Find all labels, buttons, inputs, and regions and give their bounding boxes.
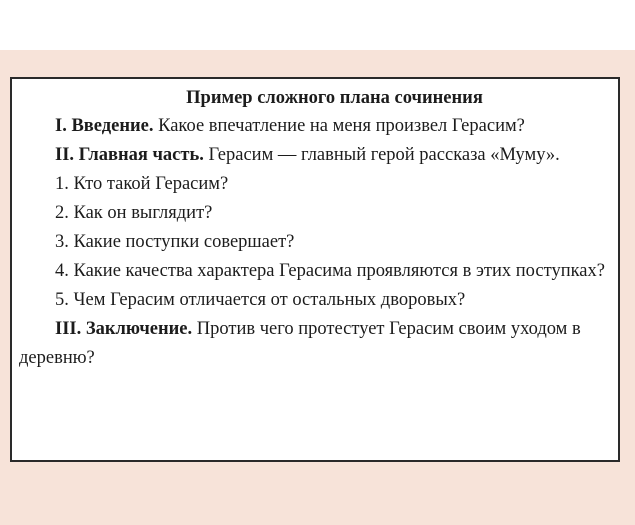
section-introduction-text: Какое впечатление на меня произвел Герасим?: [158, 116, 525, 136]
essay-plan-box: [10, 77, 620, 462]
section-main-text: Герасим — главный герой рассказа «Муму».: [208, 145, 560, 165]
section-conclusion: [19, 315, 610, 373]
section-introduction-heading: I. Введение.: [55, 116, 154, 136]
plan-title: Пример сложного плана сочинения: [186, 88, 483, 108]
list-item: 4. Какие качества характера Герасима проявляются в этих поступках?: [55, 261, 605, 281]
section-conclusion-heading: III. Заключение.: [55, 319, 193, 339]
list-item: 2. Как он выглядит?: [55, 203, 213, 223]
list-item: 5. Чем Герасим отличается от остальных дворовых?: [55, 290, 466, 310]
list-item: 3. Какие поступки совершает?: [55, 232, 295, 252]
section-main-heading: II. Главная часть.: [55, 145, 204, 165]
section-main: [19, 141, 610, 170]
section-introduction: [19, 112, 610, 141]
list-item: 1. Кто такой Герасим?: [55, 174, 229, 194]
section-conclusion-text: Против чего протестует Герасим своим уходом в деревню?: [19, 319, 581, 368]
